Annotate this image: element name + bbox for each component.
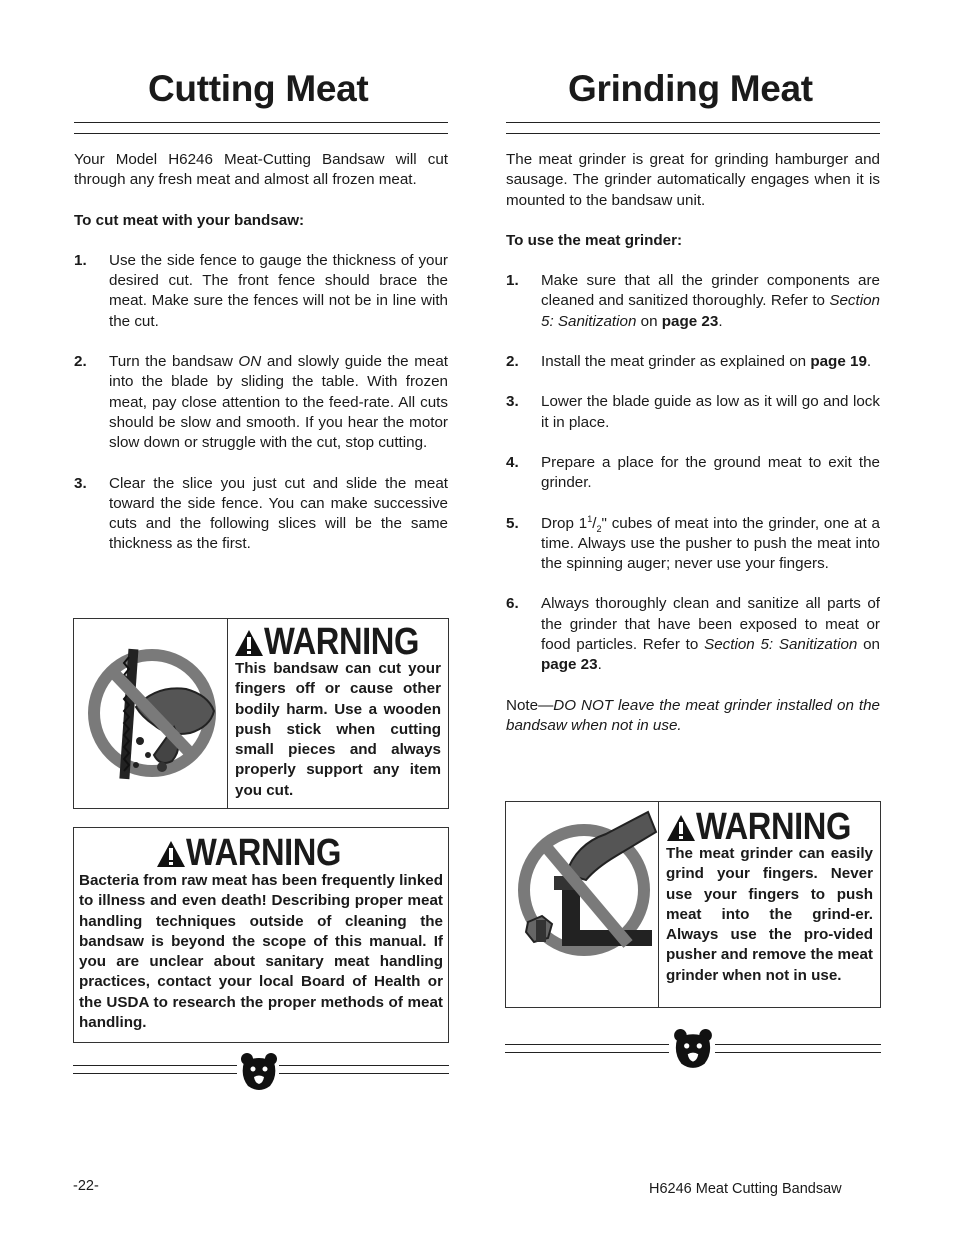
- section-ornament: [73, 1052, 449, 1092]
- step-item: [506, 514, 880, 575]
- step-text-part: on: [636, 312, 662, 330]
- step-text: [109, 352, 448, 453]
- step-text-part: .: [718, 312, 723, 330]
- step-text-part: .: [866, 353, 872, 371]
- step-item: [506, 271, 880, 332]
- warning-label: WARNING: [264, 621, 419, 663]
- note-paragraph: [506, 696, 880, 737]
- page-number: -22-: [73, 1178, 99, 1194]
- instructions-lead: To use the meat grinder:: [506, 231, 683, 249]
- fraction-numerator: 1: [587, 513, 593, 524]
- warning-header: [666, 806, 876, 849]
- page-reference: page 23: [541, 656, 598, 674]
- step-item: [506, 453, 880, 494]
- step-item: [74, 251, 448, 332]
- page-title-grinding-meat: Grinding Meat: [568, 68, 813, 109]
- warning-label: WARNING: [186, 832, 341, 874]
- fraction-denominator: 2: [596, 523, 602, 534]
- intro-paragraph: The meat grinder is great for grinding hamburger and sausage. The grinder automatically engages when it is mounted to the bandsaw unit.: [506, 151, 880, 209]
- step-number: 4.: [506, 453, 519, 471]
- title-divider: [74, 122, 448, 134]
- step-text: [541, 594, 880, 675]
- intro-paragraph: Your Model H6246 Meat-Cutting Bandsaw will cut through any fresh meat and almost all frozen meat.: [74, 151, 448, 189]
- step-item: [506, 392, 880, 433]
- step-text-part: on: [857, 636, 880, 654]
- warning-text: This bandsaw can cut your fingers off or cause other bodily harm. Use a wooden push stick when cutting small pieces and always properly support any item you cut.: [235, 660, 441, 799]
- step-text: Use the side fence to gauge the thickness of your desired cut. The front fence should brace the meat. Make sure the fences will not be in line with the cut.: [109, 251, 448, 330]
- title-divider: [506, 122, 880, 134]
- step-item: [74, 474, 448, 555]
- step-text-part: " cubes of meat into the grinder, one at a time. Always use the pusher to push the meat into the spinning auger; never use your fingers.: [541, 514, 880, 573]
- step-number: 3.: [506, 393, 519, 411]
- warning-label: WARNING: [696, 806, 851, 848]
- bear-logo-icon: [240, 1052, 278, 1092]
- step-text-part: and slowly guide the meat into the blade by sliding the table. With frozen meat, pay close attention to the feed-rate. All cuts should be slow and smooth. If you hear the motor slow down or struggle with the cut, stop cutting.: [109, 353, 449, 452]
- step-text: Drop $1^1/_2$" cubes of meat into the grinder, one at a time. Always use the pusher to push the meat into the spinning auger; never use your fingers.: [541, 513, 880, 573]
- step-number: 5.: [506, 514, 519, 532]
- step-text: Lower the blade guide as low as it will go and lock it in place.: [541, 393, 880, 431]
- step-number: 1.: [506, 272, 519, 290]
- warning-triangle-icon: [666, 813, 696, 843]
- step-number: 1.: [74, 251, 87, 269]
- instructions-lead: To cut meat with your bandsaw:: [74, 211, 305, 229]
- warning-box-grinder: [505, 801, 881, 1008]
- warning-box-bandsaw: [73, 618, 449, 809]
- step-item: [506, 594, 880, 675]
- warning-header: [156, 832, 366, 875]
- step-number: 3.: [74, 474, 87, 492]
- step-text-part: Drop 1: [541, 514, 588, 532]
- step-number: 6.: [506, 595, 519, 613]
- no-hands-blade-icon: [74, 619, 227, 808]
- step-number: 2.: [506, 353, 519, 371]
- note-text: DO NOT leave the meat grinder installed on the bandsaw when not in use.: [506, 696, 880, 734]
- step-text-part: .: [597, 656, 602, 674]
- manual-name: H6246 Meat Cutting Bandsaw: [649, 1181, 842, 1197]
- step-text-part: Install the meat grinder as explained on: [541, 353, 811, 371]
- bear-logo-icon: [673, 1028, 713, 1070]
- page-reference: page 23: [661, 312, 719, 330]
- section-reference: Section 5: Sanitization: [704, 636, 858, 654]
- grinding-meat-body: [506, 150, 880, 736]
- step-item: [506, 352, 880, 372]
- warning-triangle-icon: [234, 628, 264, 658]
- cutting-meat-body: [74, 150, 448, 555]
- warning-text: The meat grinder can easily grind your fingers. Never use your fingers to push meat into the grind-er. Always use the pro-vided pusher and remove the meat grinder when not in use.: [666, 845, 873, 984]
- warning-image-cell: [74, 619, 228, 808]
- note-prefix: Note—: [506, 696, 554, 714]
- step-item: [74, 352, 448, 453]
- warning-triangle-icon: [156, 839, 186, 869]
- step-text: Prepare a place for the ground meat to exit the grinder.: [541, 453, 880, 492]
- step-text-part: Always thoroughly clean and sanitize all parts of the grinder that have been exposed to meat or food particles. Refer to: [541, 595, 880, 654]
- step-text-part: Make sure that all the grinder components are cleaned and sanitized thoroughly. Refer to: [541, 272, 880, 310]
- step-text: Clear the slice you just cut and slide the meat toward the side fence. You can make successive cuts and the following slices will be the same thickness as the first.: [109, 474, 448, 553]
- step-number: 2.: [74, 353, 87, 371]
- section-reference: Section 5: Sanitization: [541, 292, 880, 330]
- warning-header: [234, 621, 444, 664]
- warning-text: Bacteria from raw meat has been frequently linked to illness and even death! Describing proper meat handling techniques outside of cleaning the bandsaw is beyond the scope of this manual. If you are unclear about sanitary meat handling practices, contact your local Board of Health or the USDA to research the proper methods of meat handling.: [79, 872, 443, 1032]
- warning-image-cell: [506, 802, 659, 1007]
- step-text-italic: ON: [238, 353, 262, 371]
- warning-box-bacteria: [73, 827, 449, 1043]
- no-hands-grinder-icon: [506, 802, 658, 1007]
- section-ornament: [505, 1028, 881, 1068]
- step-text: [541, 352, 880, 372]
- step-text-part: Turn the bandsaw: [109, 353, 239, 371]
- page-reference: page 19: [810, 353, 867, 371]
- step-text: [541, 271, 880, 332]
- page-title-cutting-meat: Cutting Meat: [148, 68, 369, 109]
